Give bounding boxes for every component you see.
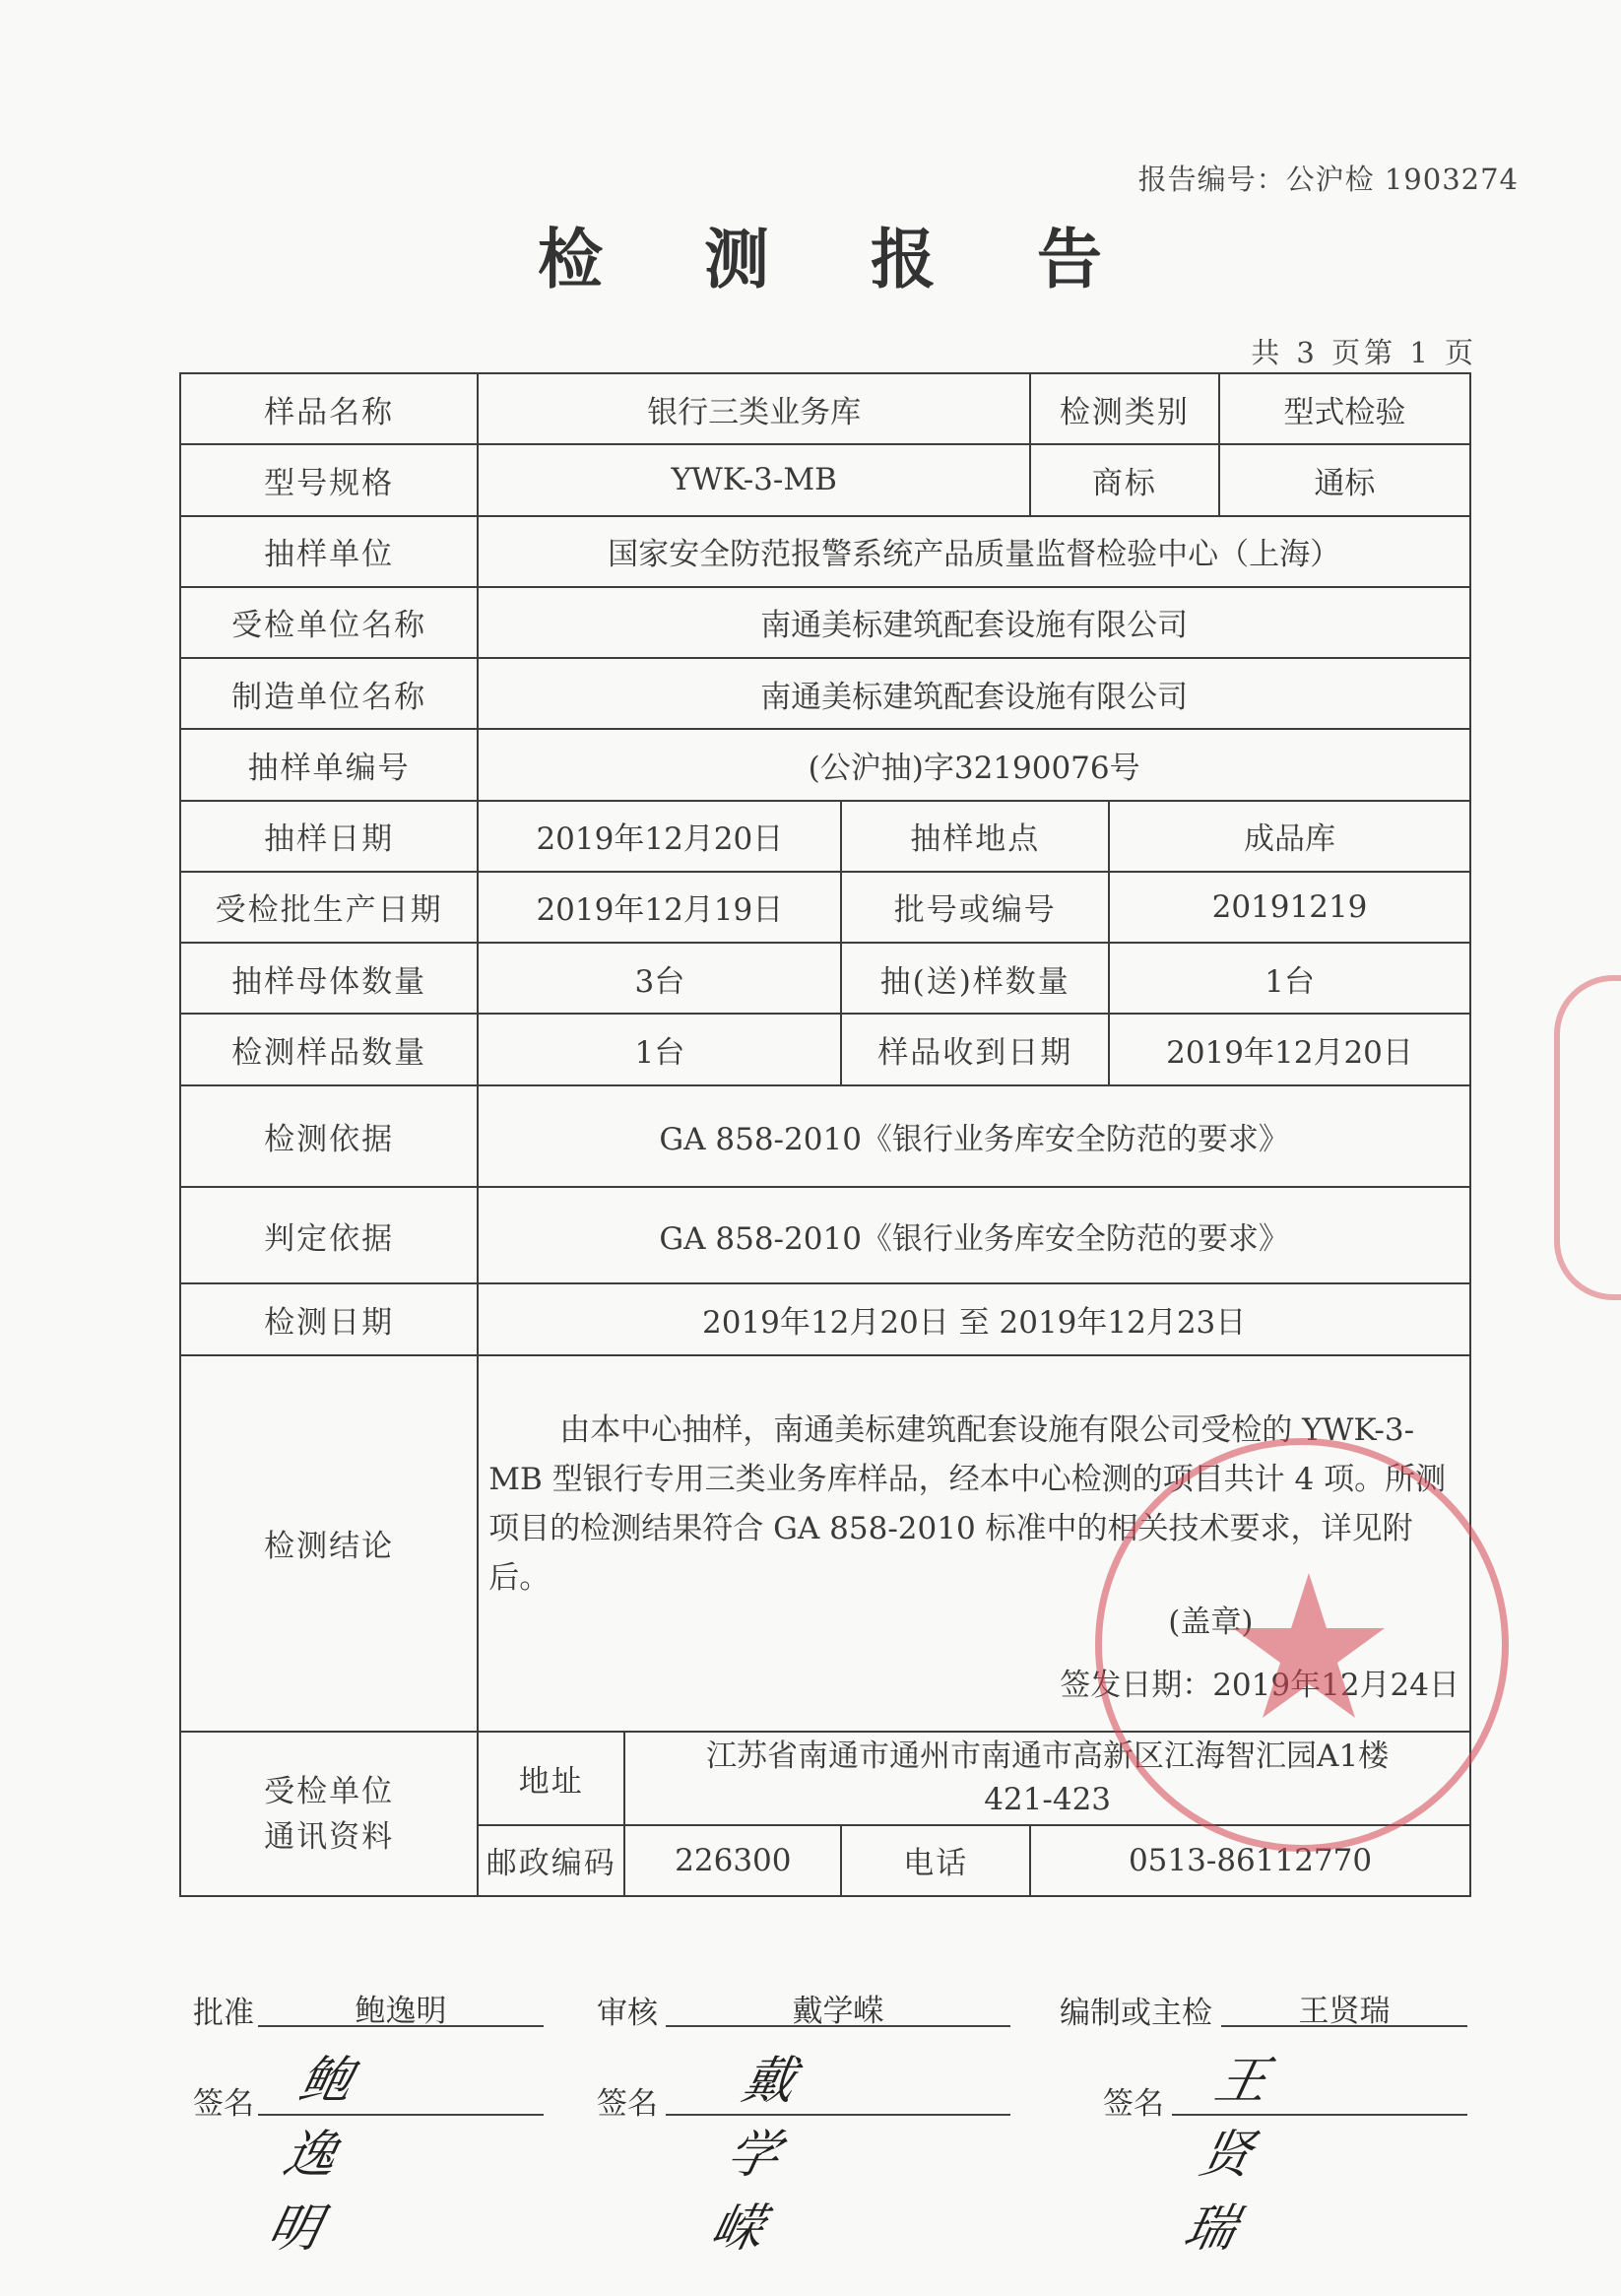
address-line2: 421-423 [984, 1782, 1112, 1818]
page-indicator: 共 3 页第 1 页 [1251, 336, 1477, 369]
conclusion-label: 检测结论 [180, 1355, 478, 1732]
address-line1: 江苏省南通市通州市南通市高新区江海智汇园A1楼 [706, 1738, 1390, 1775]
approve-name: 鲍逸明 [258, 1986, 544, 2027]
table-row [180, 1283, 1470, 1354]
table-row [180, 444, 1470, 515]
sampling-unit-label: 抽样单位 [180, 516, 478, 587]
sampling-place-value: 成品库 [1109, 801, 1470, 872]
page-title: 检 测 报 告 [538, 222, 1141, 297]
judgment-basis-label: 判定依据 [180, 1187, 478, 1283]
review-label: 审核 [597, 1996, 658, 2031]
sample-name-value: 银行三类业务库 [478, 373, 1030, 444]
test-dates-label: 检测日期 [180, 1283, 478, 1354]
table-row [180, 516, 1470, 587]
model-value: YWK-3-MB [478, 444, 1030, 515]
issue-date: 签发日期：2019年12月24日 [1060, 1667, 1459, 1703]
test-dates-value: 2019年12月20日 至 2019年12月23日 [478, 1283, 1470, 1354]
test-type-label: 检测类别 [1030, 373, 1219, 444]
edge-seal-fragment [1554, 975, 1621, 1300]
approve-label: 批准 [193, 1996, 254, 2031]
approve-signature: 鲍逸明 [262, 2052, 364, 2259]
contact-label-line1: 受检单位 [264, 1773, 395, 1809]
sample-qty-value: 1台 [1109, 943, 1470, 1014]
conclusion-text: 由本中心抽样，南通美标建筑配套设施有限公司受检的 YWK-3-MB 型银行专用三类业务库样品，经本中心检测的项目共计 4 项。所测项目的检测结果符合 GA 858-2010 标准中的相关技术要求，详见附后。 [488, 1411, 1447, 1596]
trademark-value: 通标 [1219, 444, 1470, 515]
postcode-value: 226300 [624, 1825, 841, 1896]
manufacturer-label: 制造单位名称 [180, 658, 478, 729]
judgment-basis-value: GA 858-2010《银行业务库安全防范的要求》 [478, 1187, 1470, 1283]
table-row [180, 1085, 1470, 1187]
test-basis-label: 检测依据 [180, 1085, 478, 1187]
review-signature: 戴学嵘 [705, 2052, 808, 2259]
table-row [180, 587, 1470, 658]
table-row [180, 801, 1470, 872]
postcode-label: 邮政编码 [478, 1825, 624, 1896]
parent-qty-value: 3台 [478, 943, 841, 1014]
trademark-label: 商标 [1030, 444, 1219, 515]
sampling-no-label: 抽样单编号 [180, 729, 478, 800]
batch-no-value: 20191219 [1109, 872, 1470, 943]
stamp-label: (盖章) [1168, 1604, 1254, 1640]
contact-label-line2: 通讯资料 [264, 1818, 395, 1855]
table-row [180, 373, 1470, 444]
model-label: 型号规格 [180, 444, 478, 515]
approve-sign-label: 签名 [193, 2086, 254, 2122]
review-name: 戴学嵘 [666, 1986, 1010, 2027]
inspected-unit-value: 南通美标建筑配套设施有限公司 [478, 587, 1470, 658]
phone-value: 0513-86112770 [1030, 1825, 1470, 1896]
compile-name: 王贤瑞 [1221, 1986, 1467, 2027]
received-date-value: 2019年12月20日 [1109, 1014, 1470, 1084]
test-type-value: 型式检验 [1219, 373, 1470, 444]
test-basis-value: GA 858-2010《银行业务库安全防范的要求》 [478, 1085, 1470, 1187]
parent-qty-label: 抽样母体数量 [180, 943, 478, 1014]
official-seal [1095, 1438, 1509, 1852]
table-row [180, 872, 1470, 943]
sampling-no-value: (公沪抽)字32190076号 [478, 729, 1470, 800]
sampling-unit-value: 国家安全防范报警系统产品质量监督检验中心（上海） [478, 516, 1470, 587]
production-date-value: 2019年12月19日 [478, 872, 841, 943]
sampling-place-label: 抽样地点 [841, 801, 1109, 872]
review-signature-line [666, 2074, 1010, 2116]
report-number: 报告编号：公沪检 1903274 [1137, 163, 1519, 196]
phone-label: 电话 [841, 1825, 1030, 1896]
seal-star-icon [1102, 1445, 1516, 1859]
batch-no-label: 批号或编号 [841, 872, 1109, 943]
review-sign-label: 签名 [597, 2086, 658, 2122]
production-date-label: 受检批生产日期 [180, 872, 478, 943]
sample-qty-label: 抽(送)样数量 [841, 943, 1109, 1014]
received-date-label: 样品收到日期 [841, 1014, 1109, 1084]
table-row [180, 1187, 1470, 1283]
test-sample-qty-label: 检测样品数量 [180, 1014, 478, 1084]
sampling-date-value: 2019年12月20日 [478, 801, 841, 872]
compile-sign-label: 签名 [1103, 2086, 1164, 2122]
sample-name-label: 样品名称 [180, 373, 478, 444]
contact-label [180, 1732, 478, 1896]
address-label: 地址 [478, 1732, 624, 1824]
sampling-date-label: 抽样日期 [180, 801, 478, 872]
table-row [180, 729, 1470, 800]
manufacturer-value: 南通美标建筑配套设施有限公司 [478, 658, 1470, 729]
table-row [180, 943, 1470, 1014]
test-sample-qty-value: 1台 [478, 1014, 841, 1084]
table-row [180, 1014, 1470, 1084]
compile-signature: 王贤瑞 [1178, 2052, 1280, 2259]
table-row [180, 658, 1470, 729]
inspected-unit-label: 受检单位名称 [180, 587, 478, 658]
compile-label: 编制或主检 [1060, 1996, 1212, 2031]
